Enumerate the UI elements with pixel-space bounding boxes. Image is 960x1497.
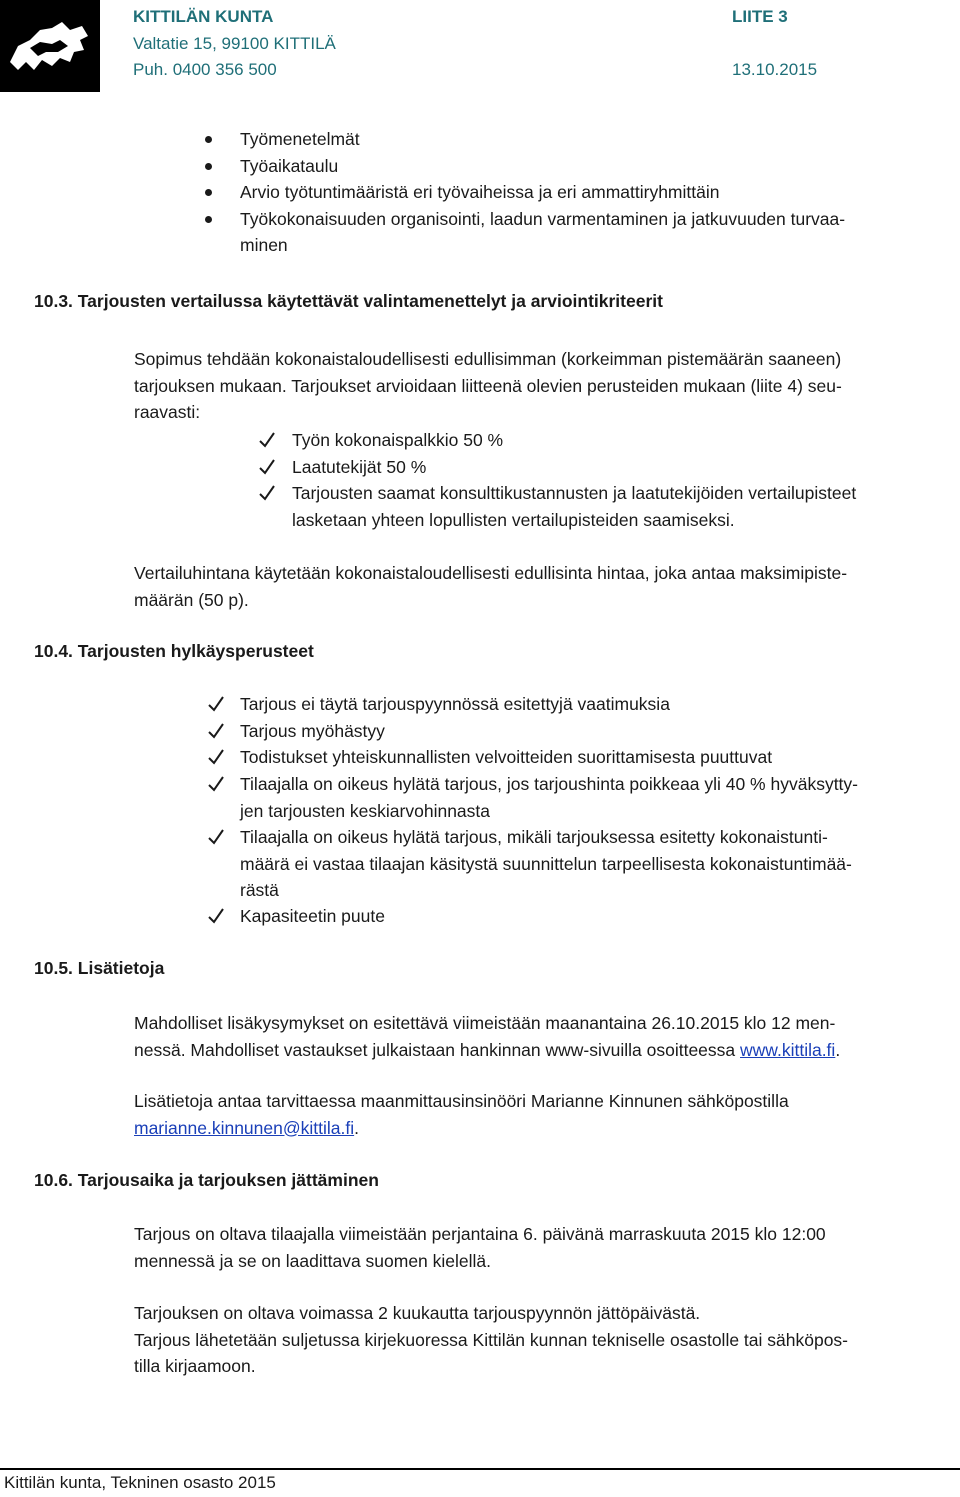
text-line: Tarjous on oltava tilaajalla viimeistään perjantaina 6. päivänä marraskuuta 2015 klo 12:00 [134, 1224, 826, 1244]
coat-of-arms-icon [0, 0, 100, 92]
attachment-label: LIITE 3 [732, 7, 788, 26]
section-10-5-paragraph [134, 1010, 949, 1063]
footer-text: Kittilän kunta, Tekninen osasto 2015 [4, 1473, 276, 1492]
check-item: Tarjous myöhästyy [240, 721, 385, 741]
text-line: Lisätietoja antaa tarvittaessa maanmittausinsinööri Marianne Kinnunen sähköpostilla [134, 1091, 789, 1111]
org-name: KITTILÄN KUNTA [133, 7, 274, 26]
section-10-3-paragraph-2 [134, 560, 944, 613]
checkmark-icon [206, 721, 226, 741]
check-item [240, 824, 940, 904]
checkmark-icon [206, 694, 226, 714]
list-item: Arvio työtuntimääristä eri työvaiheissa ja eri ammattiryhmittäin [240, 179, 940, 206]
text-segment: . [835, 1039, 841, 1060]
text-line: Tarjous lähetetään suljetussa kirjekuoressa Kittilän kunnan tekniselle osastolle tai sähköpos- [134, 1329, 849, 1350]
checkmark-icon [206, 827, 226, 847]
check-item [292, 480, 942, 533]
checkmark-icon [206, 774, 226, 794]
section-heading-10-4: 10.4. Tarjousten hylkäysperusteet [34, 641, 314, 661]
check-item: Työn kokonaispalkkio 50 % [292, 430, 504, 450]
org-address: Valtatie 15, 99100 KITTILÄ [133, 33, 336, 53]
check-item: Laatutekijät 50 % [292, 457, 427, 477]
checkmark-icon [257, 457, 277, 477]
check-item: Todistukset yhteiskunnallisten velvoitteiden suorittamisesta puuttuvat [240, 747, 773, 767]
footer-divider [0, 1468, 960, 1470]
section-heading-10-6: 10.6. Tarjousaika ja tarjouksen jättäminen [34, 1170, 379, 1190]
text-line [134, 1037, 949, 1064]
text-line: mennessä ja se on laadittava suomen kielellä. [134, 1250, 492, 1271]
text-line: Mahdolliset lisäkysymykset on esitettävä viimeistään maanantaina 26.10.2015 klo 12 men- [134, 1013, 836, 1033]
list-item-continuation: minen [240, 235, 288, 255]
text-line: Tilaajalla on oikeus hylätä tarjous, mikäli tarjouksessa esitetty kokonaistunti- [240, 827, 828, 847]
text-line: Vertailuhintana käytetään kokonaistaloudellisesti edullisinta hintaa, joka antaa maksimipiste- [134, 563, 848, 583]
list-item: Työkokonaisuuden organisointi, laadun varmentaminen ja jatkuvuuden turvaa- [240, 206, 940, 233]
check-item [240, 771, 940, 824]
org-phone: Puh. 0400 356 500 [133, 60, 277, 79]
check-item: Tarjous ei täytä tarjouspyynnössä esitettyjä vaatimuksia [240, 694, 670, 714]
header-date: 13.10.2015 [732, 60, 818, 79]
checkmark-icon [257, 430, 277, 450]
section-10-5-contact [134, 1088, 949, 1141]
text-line: lasketaan yhteen lopullisten vertailupisteiden saamiseksi. [292, 509, 735, 530]
checkmark-icon [257, 483, 277, 503]
text-line: tilla kirjaamoon. [134, 1356, 256, 1376]
text-line: tarjouksen mukaan. Tarjoukset arvioidaan liitteenä olevien perusteiden mukaan (liite 4) seu- [134, 375, 842, 396]
text-line [134, 1115, 949, 1142]
section-heading-10-5: 10.5. Lisätietoja [34, 958, 165, 978]
bullet-list [240, 126, 940, 259]
website-link[interactable]: www.kittila.fi [740, 1039, 836, 1060]
header-left [133, 4, 336, 84]
checkmark-icon [206, 747, 226, 767]
list-item: Työaikataulu [240, 153, 940, 180]
check-item: Kapasiteetin puute [240, 906, 385, 926]
text-line: Tilaajalla on oikeus hylätä tarjous, jos tarjoushinta poikkeaa yli 40 % hyväksytty- [240, 774, 858, 794]
header-right [732, 4, 817, 84]
text-line: määrän (50 p). [134, 589, 249, 610]
text-line: määrä ei vastaa tilaajan käsitystä suunnittelun tarpeellisesta kokonaistuntimää- [240, 853, 852, 874]
text-line: rästä [240, 880, 279, 900]
checkmark-icon [206, 906, 226, 926]
text-line: jen tarjousten keskiarvohinnasta [240, 800, 491, 821]
section-10-6-paragraph [134, 1221, 949, 1274]
email-link[interactable]: marianne.kinnunen@kittila.fi [134, 1117, 355, 1138]
text-line: Tarjouksen on oltava voimassa 2 kuukautta tarjouspyynnön jättöpäivästä. [134, 1303, 701, 1323]
section-heading-10-3: 10.3. Tarjousten vertailussa käytettävät valintamenettelyt ja arviointikriteerit [34, 291, 663, 311]
section-10-3-paragraph [134, 346, 934, 426]
list-item: Työmenetelmät [240, 126, 940, 153]
text-segment: nessä. Mahdolliset vastaukset julkaistaan hankinnan www-sivuilla osoitteessa [134, 1039, 741, 1060]
section-10-6-paragraph-2 [134, 1300, 949, 1380]
text-segment: . [354, 1117, 359, 1138]
text-line: raavasti: [134, 402, 201, 422]
text-line: Sopimus tehdään kokonaistaloudellisesti edullisimman (korkeimman pistemäärän saaneen) [134, 349, 842, 369]
text-line: Tarjousten saamat konsulttikustannusten ja laatutekijöiden vertailupisteet [292, 483, 857, 503]
